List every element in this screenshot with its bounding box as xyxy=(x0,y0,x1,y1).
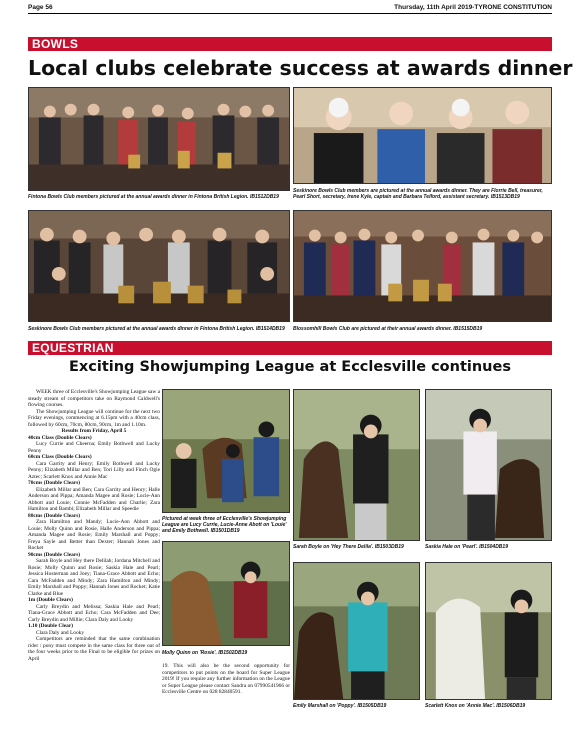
photo-molly-quinn xyxy=(162,541,290,646)
article-paragraph: The Showjumping League will continue for the next two Friday evenings, commencing at 6.15pm with a 40cm class, followed by 60cm, 70cm, 80cm, 90cm, 1m and 1.10m. xyxy=(28,408,160,428)
photo-seskinore-officials xyxy=(293,87,552,184)
article-subhead: 40cm Class (Double Clears) xyxy=(28,434,92,441)
article-paragraph: Elizabeth Millar and Ben; Cara Garrity and Henry; Halle Anderson and Pippa; Amanda Magee and Rosie; Lucie-Ann Abbott and Louie; Connie McFadden and Charlie; Zara Hamilton and Bambi; Elizabeth Millar and Speedie xyxy=(28,486,160,512)
caption-equestrian-5: Emily Marshall on 'Poppy'. IB1505DB19 xyxy=(293,703,387,709)
caption-equestrian-6: Scarlett Knox on 'Annie Mac'. IB1506DB19 xyxy=(425,703,526,709)
equestrian-headline: Exciting Showjumping League at Ecclesville continues xyxy=(69,359,511,375)
article-subhead: 1.10 (Double Clear) xyxy=(28,623,74,629)
article-subhead: 80cms (Double Clears) xyxy=(28,512,81,519)
caption-bowls-3: Seskinore Bowls Club members pictured at the annual awards dinner in Fintona British Legion. IB1514DB19 xyxy=(28,326,285,332)
article-paragraph: WEEK three of Ecclesville's Showjumping League saw a steady stream of competitors take on Raymond Caldwell's flowing courses. xyxy=(28,389,160,408)
section-bar-equestrian: EQUESTRIAN xyxy=(28,341,552,355)
article-paragraph: Lucy Currie and Cheerna; Emily Bothwell and Lucky Penny xyxy=(28,441,160,454)
photo-seskinore-group xyxy=(28,210,290,322)
bowls-headline: Local clubs celebrate success at awards dinner xyxy=(28,56,573,80)
caption-bowls-1: Fintona Bowls Club members pictured at the annual awards dinner in Fintona British Legion. IB1512DB19 xyxy=(28,194,279,200)
article-subhead: 1m (Double Clears) xyxy=(28,597,73,603)
article-results-heading: Results from Friday, April 5 xyxy=(61,428,127,434)
section-bar-bowls: BOWLS xyxy=(28,37,552,51)
article-paragraph: Sarah Boyle and Hey there Delilah; Jordana Mitchell and Rosie; Molly Quinn and Rosie; Saskia Hale and Pearl; Jessica Hosterman and Joey; Tiana-Grace Abbott and Echo; Cara McFadden and Mindy; Zara Hamilton and Mindy; Emily Marshall and Poppy; Hannah Jones and Rocket; Katie Clarke and Blue xyxy=(28,558,160,597)
photo-fintona-group xyxy=(28,87,290,191)
photo-emily-marshall xyxy=(293,562,420,700)
photo-blossomhill-group xyxy=(293,210,552,322)
photo-showjumping-group xyxy=(162,389,290,513)
page-number: Page 56 xyxy=(28,4,53,11)
equestrian-article xyxy=(28,389,160,734)
caption-bowls-2: Seskinore Bowls Club members are pictured at the annual awards dinner. They are Florrie Bell, treasurer, Pearl Short, secretary, Irene Kyle, captain and Barbara Telford, assistant secretary. IB1513DB19 xyxy=(293,188,543,200)
caption-equestrian-4: Molly Quinn on 'Rosie'. IB1502DB19 xyxy=(162,650,248,656)
article-paragraph: Zara Hamilton and Mandy; Lucie-Ann Abbott and Louie; Molly Quinn and Rosie, Halle Anderson and Pippa; Amanda Magee and Rosie; Emily Marshall and Poppy; Freya Sayle and Better than Dexter; Hannah Jones and Rocket xyxy=(28,519,160,551)
photo-saskia-hale xyxy=(425,389,552,541)
caption-equestrian-3: Saskia Hale on 'Pearl'. IB1504DB19 xyxy=(425,544,508,550)
caption-equestrian-1: Pictured at week three of Ecclesville's Showjumping League are Lucy Currie, Lucie-Anne Abott on 'Louie' and Emily Bothwell. IB1501DB19 xyxy=(162,516,287,534)
article-paragraph: Competitors are reminded that the same combination rider / pony must compete in the same class for three out of the four weeks prior to the Final to be eligible for prizes on April xyxy=(28,636,160,662)
equestrian-article-continued: 19. This will also be the second opportunity for competitors to put points on the board for Super League 2019! If you require any further information on the League or Super League please contact Sandra on 07990541966 or Ecclesville Centre on 028 82840591. xyxy=(162,663,290,695)
article-paragraph: Clara Daly and Looky xyxy=(36,629,85,636)
article-subhead: 60cm Class (Double Clears) xyxy=(28,454,92,460)
article-subhead: 70cms (Double Clears) xyxy=(28,480,81,486)
article-paragraph: Carly Breydin and Melissa; Saskia Hale and Pearl; Tiana-Grace Abbott and Echo; Cara McFadden and Dee; Carly Breydin and Millie; Clara Daly and Looky xyxy=(28,603,160,623)
article-paragraph: Cara Garrity and Henry; Emily Bothwell and Lucky Penny; Elizabeth Millar and Ben; Tori Lilly and Finch Ogie Aztec; Scarlett Knox and Annie Mac xyxy=(28,460,160,480)
photo-scarlett-knox xyxy=(425,562,552,700)
dateline: Thursday, 11th April 2019-TYRONE CONSTITUTION xyxy=(394,4,552,11)
photo-sarah-boyle xyxy=(293,389,420,541)
caption-bowls-4: Blossomhill Bowls Club are pictured at their annual awards dinner. IB1515DB19 xyxy=(293,326,483,332)
article-subhead: 90cms (Double Clears) xyxy=(28,551,81,558)
page-folio xyxy=(28,4,552,14)
caption-equestrian-2: Sarah Boyle on 'Hey There Delila'. IB1503DB19 xyxy=(293,544,404,550)
